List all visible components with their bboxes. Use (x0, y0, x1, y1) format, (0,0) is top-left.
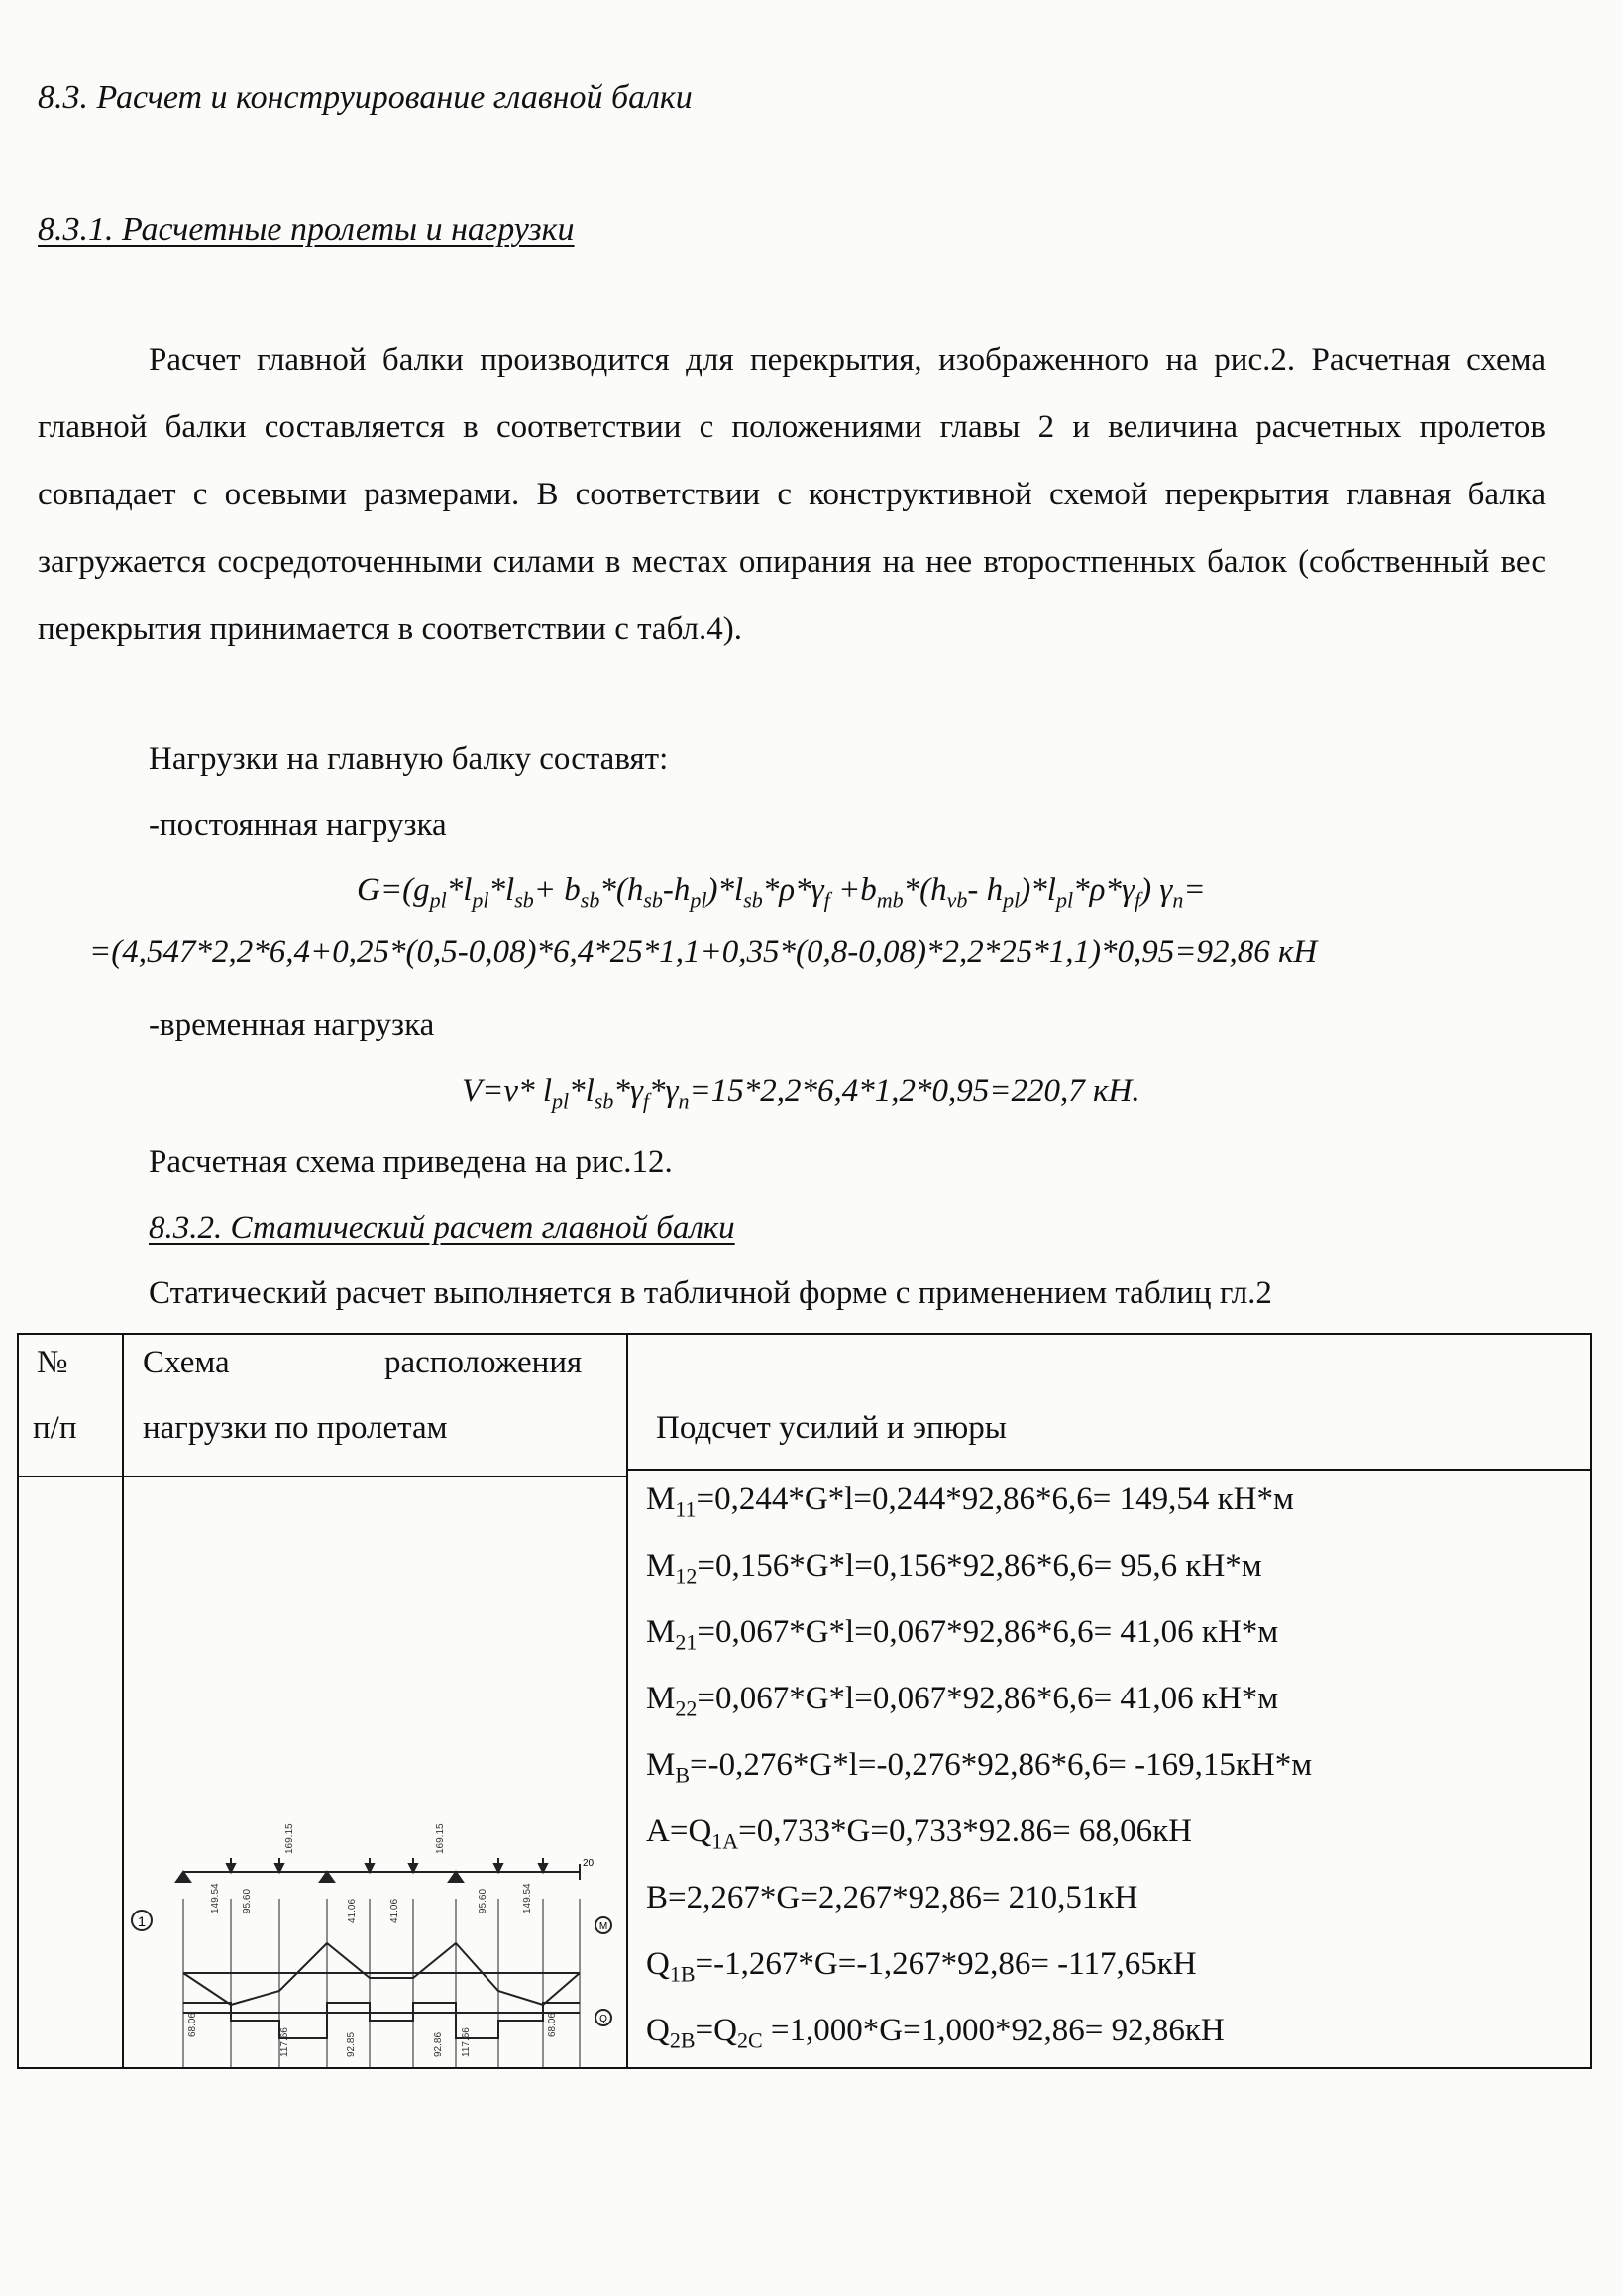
calc-table (17, 1333, 1592, 2069)
subsection-heading: 8.3.1. Расчетные пролеты и нагрузки (38, 211, 575, 248)
moment-value-label: 95.60 (242, 1888, 253, 1913)
formula-v-values: =15*2,2*6,4*1,2*0,95=220,7 кН. (689, 1073, 1140, 1109)
moment-value-label: 149.54 (210, 1883, 221, 1913)
section-heading: 8.3. Расчет и конструирование главной балки (38, 79, 693, 116)
header-scheme-line2: нагрузки по пролетам (143, 1410, 448, 1446)
scheme-reference: Расчетная схема приведена на рис.12. (149, 1145, 673, 1180)
support-b (320, 1872, 334, 1882)
shear-steps (183, 2003, 580, 2038)
subsection-heading-2: 8.3.2. Статический расчет главной балки (149, 1210, 735, 1246)
header-scheme-word2: расположения (384, 1345, 583, 1380)
shear-value-label: 92.86 (433, 2031, 444, 2057)
moment-value-label: 95.60 (478, 1888, 488, 1913)
calc-m12: $M_{12}=0,156*G*l=0,156*92,86*6,6= 95,6$ кН*м (646, 1548, 1262, 1588)
permanent-load-label: -постоянная нагрузка (149, 808, 447, 843)
intro-paragraph: Расчет главной балки производится для перекрытия, изображенного на рис.2. Расчетная схема главной балки составляется в соответствии с положениями главы 2 и величина расчетных пролетов совпадает с осевыми размерами. В соответствии с конструктивной схемой перекрытия главная балка загружается сосредоточенными силами в местах опирания на нее второстпенных балок (собственный вес перекрытия принимается в соответствии с табл.4). (38, 342, 1546, 647)
formula-g: $G=(g_{pl}*l_{pl}*l_{sb}+ b_{sb}*(h_{sb}-h_{pl})*l_{sb}*\rho*\gamma_f +b_{mb}*(h_{vb}-$ $h_{pl})*l_{pl}*\rho*\gamma_f$) $\gamma_n=$ (357, 872, 1206, 913)
calc-m21: $M_{21}=0,067*G*l=0,067*92,86*6,6= 41,06$ кН*м (646, 1614, 1279, 1655)
temporary-load-label: -временная нагрузка (149, 1007, 435, 1042)
header-scheme-word1: Схема (143, 1345, 230, 1380)
static-intro: Статический расчет выполняется в табличной форме с применением таблиц гл.2 (149, 1275, 1272, 1311)
case-number: 1 (138, 1913, 146, 1929)
calc-a: $A=Q_{1A}=0,733*G=0,733*92.86= 68,06кН$ (646, 1813, 1192, 1854)
moment-value-label: 41.06 (389, 1898, 400, 1923)
support-c (449, 1872, 463, 1882)
formula-g-values: =(4,547*2,2*6,4+0,25*(0,5-0,08)*6,4*25*1,1+0,35*(0,8-0,08)*2,2*25*1,1)*0,95=92,86 кН (89, 934, 1318, 970)
shear-value-label: 117.66 (461, 2027, 472, 2057)
moment-marker-label: M (598, 1921, 608, 1932)
shear-value-label: 68.06 (187, 2012, 198, 2037)
shear-value-label: 68.06 (547, 2012, 558, 2037)
beam-diagram (124, 1477, 625, 2068)
header-number: № (37, 1345, 68, 1380)
moment-value-label: 169.15 (284, 1823, 295, 1854)
header-number-sub: п/п (33, 1410, 77, 1446)
calc-m11: $M_{11}=0,244*G*l=0,244*92,86*6,6= 149,54$ кН*м (646, 1481, 1294, 1522)
calc-q1b: $Q_{1B}=-1,267*G=-1,267*92,86= -117,65кН$ (646, 1946, 1197, 1987)
moment-value-label: 149.54 (522, 1883, 533, 1913)
header-calc: Подсчет усилий и эпюры (656, 1410, 1007, 1446)
shear-value-label: 92.85 (346, 2031, 357, 2057)
formula-v: V=v* $l_{pl}*l_{sb}*\gamma_f*\gamma_n=15*2,2*6,4*1,2*0,95=220,7$ кН. (462, 1073, 1140, 1114)
moment-value-label: 41.06 (347, 1898, 358, 1923)
calc-m22: $M_{22}=0,067*G*l=0,067*92,86*6,6= 41,06$ кН*м (646, 1681, 1279, 1721)
shear-marker-label: Q (599, 2014, 607, 2024)
shear-value-label: 117.66 (279, 2027, 290, 2057)
support-a (176, 1872, 190, 1882)
loads-intro: Нагрузки на главную балку составят: (149, 741, 669, 777)
end-label: 20 (583, 1858, 595, 1869)
calc-mb: $M_B=-0,276*G*l=-0,276*92,86*6,6= -169,15кН*м$ (646, 1747, 1313, 1788)
moment-value-label: 169.15 (435, 1823, 446, 1854)
calc-q2b: $Q_{2B}=Q_{2C} =1,000*G=1,000*92,86= 92,86кН$ (646, 2013, 1225, 2053)
calc-b: B=2,267*G=2,267*92,86= 210,51кН (646, 1880, 1138, 1915)
